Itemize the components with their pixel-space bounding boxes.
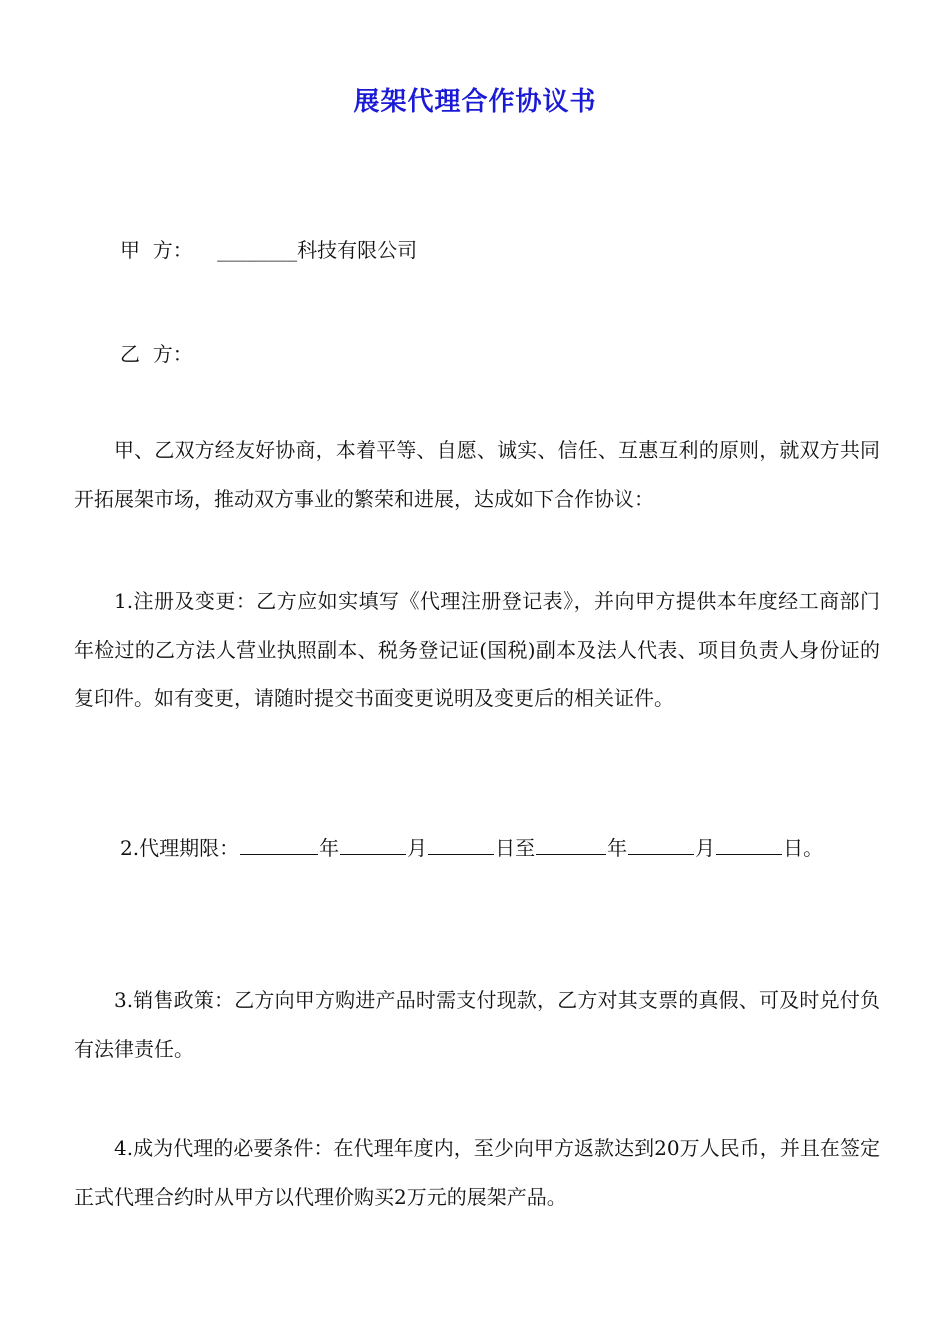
start-month-unit: 月 [407, 836, 428, 860]
document-title: 展架代理合作协议书 [353, 87, 597, 117]
clause-2-term [120, 824, 926, 872]
party-a-line [74, 226, 926, 274]
party-a-value: ________科技有限公司 [217, 238, 418, 262]
start-year-unit: 年 [319, 836, 340, 860]
party-b-line [74, 330, 926, 378]
party-a-label: 甲 方： [120, 238, 193, 262]
intro-paragraph: 甲、乙双方经友好协商，本着平等、自愿、诚实、信任、互惠互利的原则，就双方共同开拓展架市场，推动双方事业的繁荣和进展，达成如下合作协议： [74, 438, 880, 511]
clause-2-label: 2.代理期限： [120, 836, 240, 860]
party-b-label: 乙 方： [120, 342, 193, 366]
end-month-blank[interactable] [628, 834, 694, 855]
start-year-blank[interactable] [240, 834, 318, 855]
end-day-blank[interactable] [716, 834, 782, 855]
end-year-blank[interactable] [536, 834, 606, 855]
end-day-unit: 日。 [783, 836, 824, 860]
end-year-unit: 年 [607, 836, 628, 860]
clause-3-sales-policy: 3.销售政策：乙方向甲方购进产品时需支付现款，乙方对其支票的真假、可及时兑付负有法律责任。 [74, 988, 880, 1061]
start-day-blank[interactable] [428, 834, 494, 855]
clause-1-registration: 1.注册及变更：乙方应如实填写《代理注册登记表》，并向甲方提供本年度经工商部门年检过的乙方法人营业执照副本、税务登记证(国税)副本及法人代表、项目负责人身份证的复印件。如有变更，请随时提交书面变更说明及变更后的相关证件。 [74, 589, 880, 710]
start-month-blank[interactable] [340, 834, 406, 855]
end-month-unit: 月 [695, 836, 716, 860]
clause-4-requirements: 4.成为代理的必要条件：在代理年度内，至少向甲方返款达到20万人民币，并且在签定正式代理合约时从甲方以代理价购买2万元的展架产品。 [74, 1136, 880, 1209]
start-day-unit: 日至 [495, 836, 536, 860]
